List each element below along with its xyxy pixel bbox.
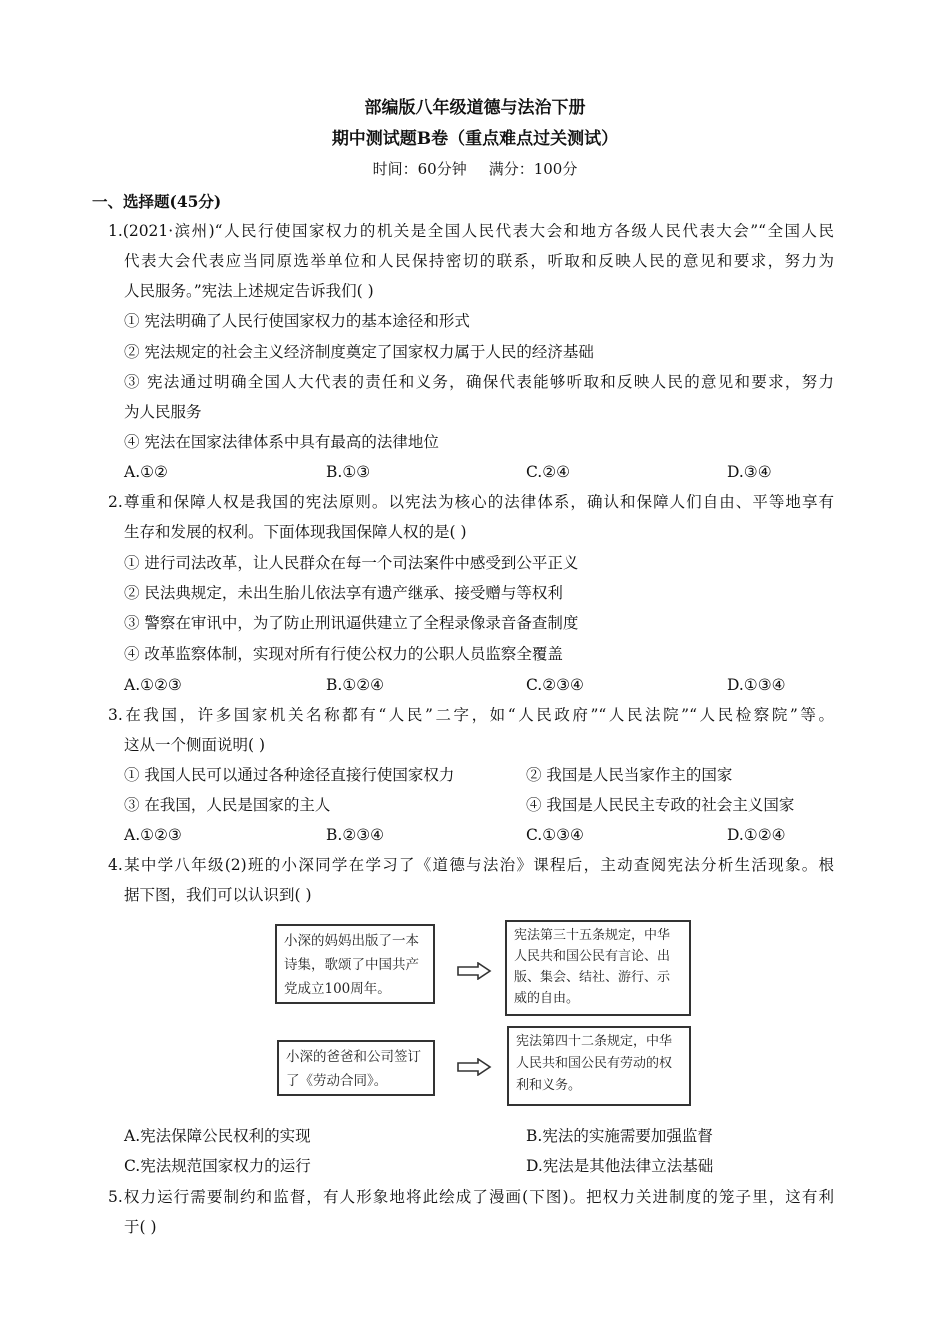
q2-option-c: C.②③④: [526, 676, 584, 694]
q4-option-a: A.宪法保障公民权利的实现: [124, 1127, 311, 1145]
q3-statement: ④ 我国是人民民主专政的社会主义国家: [526, 796, 795, 814]
q5-line: 于( ): [124, 1218, 157, 1236]
document-title: 部编版八年级道德与法治下册: [364, 98, 586, 118]
diagram-text: 人民共和国公民有言论、出: [514, 949, 671, 964]
q1-option-a: A.①②: [124, 463, 168, 481]
exam-score: 满分：100分: [488, 160, 578, 178]
diagram-text: 版、集会、结社、游行、示: [514, 970, 671, 985]
q2-statement: ③ 警察在审讯中，为了防止刑讯逼供建立了全程录像录音备查制度: [124, 614, 579, 632]
q4-option-c: C.宪法规范国家权力的运行: [124, 1157, 311, 1175]
q1-line: 1.(2021·滨州)“人民行使国家权力的机关是全国人民代表大会和地方各级人民代表大会”“全国人民: [108, 222, 834, 240]
q2-option-b: B.①②④: [326, 676, 385, 694]
q1-option-b: B.①③: [326, 463, 371, 481]
diagram-box-article42: [507, 1026, 691, 1106]
q1-line: 人民服务。”宪法上述规定告诉我们( ): [124, 282, 374, 300]
exam-meta: [0, 158, 950, 179]
q4-option-b: B.宪法的实施需要加强监督: [526, 1127, 713, 1145]
q3-option-b: B.②③④: [326, 826, 385, 844]
right-arrow-icon: [456, 962, 492, 980]
diagram-text: 了《劳动合同》。: [286, 1073, 388, 1089]
q1-statement: ③ 宪法通过明确全国人大代表的责任和义务，确保代表能够听取和反映人民的意见和要求，努力: [124, 373, 834, 391]
diagram-text: 小深的妈妈出版了一本: [284, 933, 419, 949]
right-arrow-icon: [456, 1058, 492, 1076]
q4-line: 4.某中学八年级(2)班的小深同学在学习了《道德与法治》课程后，主动查阅宪法分析生活现象。根: [108, 856, 834, 874]
diagram-text: 诗集，歌颂了中国共产: [284, 957, 419, 973]
q1-option-d: D.③④: [727, 463, 772, 481]
diagram-text: 威的自由。: [514, 991, 580, 1006]
q3-statement: ③ 在我国，人民是国家的主人: [124, 796, 331, 814]
q1-option-c: C.②④: [526, 463, 571, 481]
diagram-text: 人民共和国公民有劳动的权: [516, 1056, 673, 1071]
q2-line: 2.尊重和保障人权是我国的宪法原则。以宪法为核心的法律体系，确认和保障人们自由、平等地享有: [108, 493, 834, 511]
diagram-text: 利和义务。: [516, 1078, 582, 1093]
q5-line: 5.权力运行需要制约和监督，有人形象地将此绘成了漫画(下图)。把权力关进制度的笼子里，这有利: [108, 1188, 834, 1206]
q2-option-a: A.①②③: [124, 676, 182, 694]
section-title: 一、选择题(45分): [92, 192, 222, 211]
q1-statement: ④ 宪法在国家法律体系中具有最高的法律地位: [124, 433, 439, 451]
q2-statement: ② 民法典规定，未出生胎儿依法享有遗产继承、接受赠与等权利: [124, 584, 563, 602]
q1-line: 代表大会代表应当同原选举单位和人民保持密切的联系，听取和反映人民的意见和要求，努力为: [124, 252, 834, 270]
q3-option-c: C.①③④: [526, 826, 584, 844]
q3-statement: ② 我国是人民当家作主的国家: [526, 766, 733, 784]
diagram-box-mother: [275, 924, 435, 1004]
q3-line: 3.在我国，许多国家机关名称都有“人民”二字，如“人民政府”“人民法院”“人民检察院”等。: [108, 706, 834, 724]
q3-option-a: A.①②③: [124, 826, 182, 844]
q2-statement: ④ 改革监察体制，实现对所有行使公权力的公职人员监察全覆盖: [124, 645, 563, 663]
q3-statement: ① 我国人民可以通过各种途径直接行使国家权力: [124, 766, 455, 784]
q2-option-d: D.①③④: [727, 676, 786, 694]
diagram-box-father: [277, 1040, 435, 1096]
q4-line: 据下图，我们可以认识到( ): [124, 886, 312, 904]
q2-line: 生存和发展的权利。下面体现我国保障人权的是( ): [124, 523, 467, 541]
exam-time: 时间：60分钟: [372, 160, 467, 178]
diagram-text: 小深的爸爸和公司签订: [286, 1049, 421, 1065]
q3-line: 这从一个侧面说明( ): [124, 736, 266, 754]
q2-statement: ① 进行司法改革，让人民群众在每一个司法案件中感受到公平正义: [124, 554, 579, 572]
document-subtitle: 期中测试题B卷（重点难点过关测试）: [331, 129, 619, 149]
diagram-box-article35: [505, 920, 691, 1016]
q1-statement: ① 宪法明确了人民行使国家权力的基本途径和形式: [124, 312, 470, 330]
diagram-text: 宪法第四十二条规定，中华: [516, 1034, 673, 1049]
q1-statement: ② 宪法规定的社会主义经济制度奠定了国家权力属于人民的经济基础: [124, 343, 594, 361]
q1-statement: 为人民服务: [124, 403, 202, 421]
q4-option-d: D.宪法是其他法律立法基础: [526, 1157, 714, 1175]
diagram-text: 党成立100周年。: [284, 981, 391, 997]
q3-option-d: D.①②④: [727, 826, 786, 844]
diagram-text: 宪法第三十五条规定，中华: [514, 928, 671, 943]
